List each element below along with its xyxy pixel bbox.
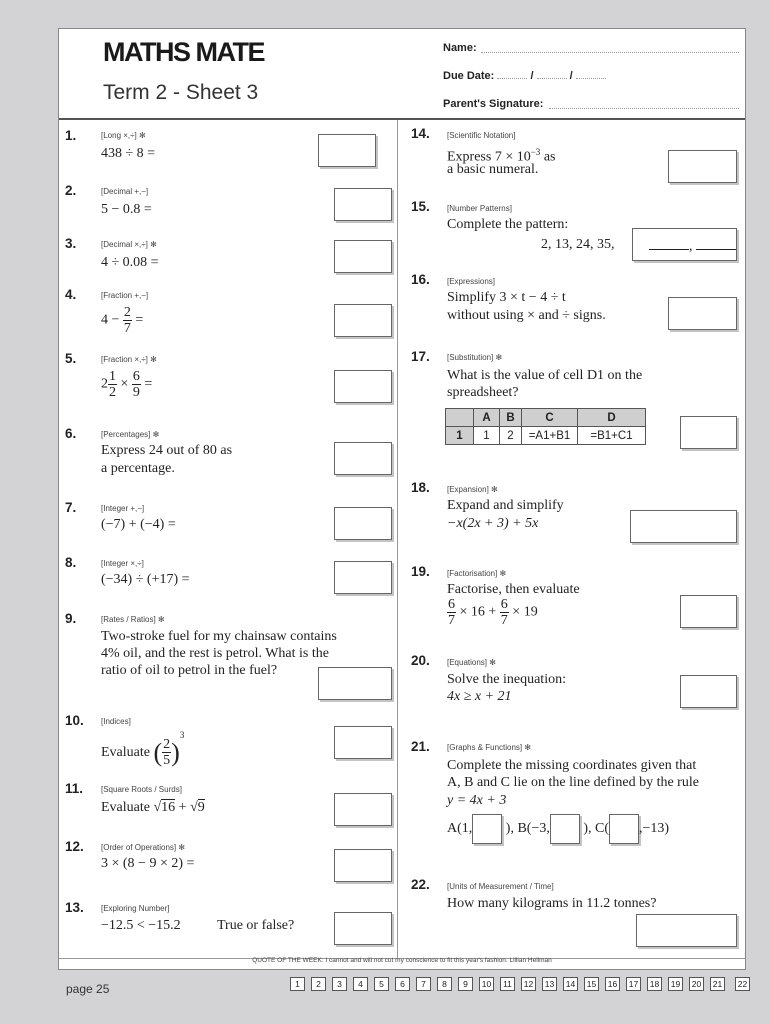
- question-topic: [Percentages] ✻: [101, 430, 160, 439]
- progress-box[interactable]: 17: [626, 977, 641, 991]
- answer-box[interactable]: [334, 304, 392, 337]
- question-number: 22.: [411, 877, 430, 892]
- column-divider: [397, 120, 398, 958]
- question-topic: [Order of Operations] ✻: [101, 843, 186, 852]
- progress-box[interactable]: 6: [395, 977, 410, 991]
- question-number: 13.: [65, 900, 84, 915]
- question-number: 9.: [65, 611, 77, 626]
- question-number: 19.: [411, 564, 430, 579]
- expression-part: =: [144, 376, 153, 392]
- question-text: (−7) + (−4) =: [101, 517, 176, 532]
- question-text-line: Expand and simplify: [447, 498, 564, 513]
- parent-signature-label: Parent's Signature:: [443, 98, 544, 110]
- question-topic: [Decimal +,−]: [101, 187, 149, 196]
- expression-part: Evaluate: [101, 800, 150, 815]
- question-text: [447, 597, 538, 628]
- coordinate-text: ,−13): [639, 821, 670, 837]
- numerator: 1: [109, 369, 116, 384]
- expression-part: as: [540, 149, 556, 165]
- answer-box[interactable]: [334, 188, 392, 221]
- quote-of-the-week: QUOTE OF THE WEEK: I cannot and will not cut my conscience to fit this year's fashion. Lillian Hellman: [252, 957, 552, 964]
- fraction: [123, 305, 132, 336]
- progress-box[interactable]: 22: [735, 977, 750, 991]
- question-number: 12.: [65, 839, 84, 854]
- progress-box[interactable]: 19: [668, 977, 683, 991]
- progress-box[interactable]: 2: [311, 977, 326, 991]
- question-number: 17.: [411, 349, 430, 364]
- coordinate-text: A(1,: [447, 821, 473, 837]
- denominator: 7: [448, 613, 455, 628]
- exponent: 3: [179, 730, 185, 740]
- answer-box[interactable]: [334, 561, 392, 594]
- progress-box[interactable]: 3: [332, 977, 347, 991]
- question-text: True or false?: [217, 918, 295, 933]
- question-number: 21.: [411, 739, 430, 754]
- numerator: 6: [132, 369, 140, 384]
- expression-part: × 19: [512, 604, 538, 620]
- progress-box[interactable]: 20: [689, 977, 704, 991]
- question-number: 11.: [65, 781, 84, 796]
- question-topic: [Equations] ✻: [447, 658, 496, 667]
- question-text: Evaluate ( $\frac{2}{5}$ )$^3$: [101, 730, 185, 769]
- question-number: 10.: [65, 713, 84, 728]
- question-text-line: Factorise, then evaluate: [447, 582, 580, 597]
- fraction: [132, 369, 141, 400]
- question-number: 18.: [411, 480, 430, 495]
- separator: ,: [689, 239, 693, 254]
- question-number: 4.: [65, 287, 77, 302]
- question-number: 15.: [411, 199, 430, 214]
- question-text-line: ratio of oil to petrol in the fuel?: [101, 663, 278, 678]
- expression-part: Express 7 × 10: [447, 149, 531, 165]
- numerator: 2: [163, 737, 171, 753]
- answer-box[interactable]: [630, 510, 737, 543]
- question-number: 6.: [65, 426, 77, 441]
- due-year-field[interactable]: [576, 78, 606, 79]
- numerator: 6: [448, 597, 455, 612]
- progress-box[interactable]: 7: [416, 977, 431, 991]
- progress-box[interactable]: 12: [521, 977, 536, 991]
- answer-blanks: [649, 236, 736, 256]
- progress-box[interactable]: 21: [710, 977, 725, 991]
- denominator: 2: [109, 385, 116, 400]
- question-text-line: How many kilograms in 11.2 tonnes?: [447, 896, 657, 911]
- progress-box[interactable]: 15: [584, 977, 599, 991]
- question-text-line: A, B and C lie on the line defined by the rule: [447, 775, 699, 790]
- question-topic: [Rates / Ratios] ✻: [101, 615, 165, 624]
- question-topic: [Factorisation] ✻: [447, 569, 507, 578]
- question-text-line: spreadsheet?: [447, 385, 519, 400]
- question-text: −12.5 < −15.2: [101, 918, 181, 933]
- numerator: 2: [123, 305, 131, 320]
- question-topic: [Units of Measurement / Time]: [447, 882, 554, 891]
- question-number: 1.: [65, 128, 77, 143]
- worksheet-subtitle: Term 2 - Sheet 3: [103, 81, 259, 104]
- question-text-line: a basic numeral.: [447, 162, 539, 177]
- answer-box[interactable]: [668, 297, 737, 330]
- question-number: 3.: [65, 236, 77, 251]
- spreadsheet-cell: =B1+C1: [578, 427, 646, 445]
- answer-box[interactable]: [668, 150, 737, 183]
- question-topic: [Substitution] ✻: [447, 353, 503, 362]
- question-text: 4 ÷ 0.08 =: [101, 255, 159, 270]
- answer-box[interactable]: [334, 726, 392, 759]
- question-text: 438 ÷ 8 =: [101, 146, 156, 161]
- due-separator: /: [530, 70, 534, 82]
- spreadsheet-header-row: [446, 409, 646, 427]
- answer-box[interactable]: [334, 240, 392, 273]
- question-topic: [Expressions]: [447, 277, 496, 286]
- question-topic: [Exploring Number]: [101, 904, 170, 913]
- operator: +: [178, 800, 187, 815]
- question-text-line: Express 24 out of 80 as: [101, 443, 233, 458]
- question-topic: [Graphs & Functions] ✻: [447, 743, 532, 752]
- question-text: (−34) ÷ (+17) =: [101, 572, 190, 587]
- worksheet-title: MATHS MATE: [103, 37, 264, 67]
- expression-part: =: [135, 312, 144, 328]
- due-date-text: Due Date:: [443, 70, 495, 82]
- fraction: [162, 737, 171, 768]
- question-topic: [Integer ×,÷]: [101, 559, 144, 568]
- question-topic: [Integer +,−]: [101, 504, 145, 513]
- question-number: 20.: [411, 653, 430, 668]
- answer-box[interactable]: [334, 442, 392, 475]
- answer-box[interactable]: [318, 667, 392, 700]
- question-topic: [Fraction ×,÷] ✻: [101, 355, 157, 364]
- due-month-field[interactable]: [537, 78, 567, 79]
- question-number: 2.: [65, 183, 77, 198]
- coordinate-answer-box[interactable]: [472, 814, 502, 844]
- expression-part: 4 −: [101, 312, 120, 328]
- coordinate-row: [447, 814, 669, 844]
- spreadsheet-table: [445, 408, 646, 445]
- question-text-line: Two-stroke fuel for my chainsaw contains: [101, 629, 337, 644]
- question-text-line: 4x ≥ x + 21: [447, 689, 512, 704]
- progress-box[interactable]: 5: [374, 977, 389, 991]
- progress-box[interactable]: 16: [605, 977, 620, 991]
- question-topic: [Expansion] ✻: [447, 485, 498, 494]
- question-number: 14.: [411, 126, 430, 141]
- question-text-line: Simplify 3 × t − 4 ÷ t: [447, 290, 566, 305]
- numerator: 6: [500, 597, 508, 612]
- coordinate-text: ), C(: [583, 821, 610, 837]
- answer-box[interactable]: [636, 914, 737, 947]
- progress-box[interactable]: 13: [542, 977, 557, 991]
- spreadsheet-cell: 2: [500, 427, 522, 445]
- header-divider: [59, 118, 745, 120]
- coordinate-text: ), B(−3,: [505, 821, 550, 837]
- question-topic: [Indices]: [101, 717, 131, 726]
- progress-box[interactable]: 18: [647, 977, 662, 991]
- column-header: D: [578, 409, 646, 427]
- question-text: [101, 369, 152, 400]
- expression-part: × 16 +: [459, 604, 497, 620]
- name-label: Name:: [443, 42, 477, 54]
- fraction: [447, 597, 456, 628]
- question-text: 3 × (8 − 9 × 2) =: [101, 856, 195, 871]
- question-topic: [Square Roots / Surds]: [101, 785, 182, 794]
- answer-box[interactable]: [334, 849, 392, 882]
- question-topic: [Long ×,÷] ✻: [101, 131, 146, 140]
- worksheet: [58, 28, 746, 970]
- answer-box[interactable]: [334, 507, 392, 540]
- radicand: 9: [197, 800, 205, 815]
- spreadsheet-cell: =A1+B1: [522, 427, 578, 445]
- question-text: 5 − 0.8 =: [101, 202, 152, 217]
- progress-box[interactable]: 11: [500, 977, 515, 991]
- question-text-line: 4% oil, and the rest is petrol. What is the: [101, 646, 329, 661]
- question-text-line: Complete the missing coordinates given that: [447, 758, 697, 773]
- question-text: Evaluate √16 + √9: [101, 800, 205, 815]
- fraction: [500, 597, 509, 628]
- question-number: 8.: [65, 555, 77, 570]
- due-separator: /: [569, 70, 573, 82]
- answer-box[interactable]: [334, 370, 392, 403]
- question-text-line: a percentage.: [101, 461, 175, 476]
- spreadsheet-cell: 1: [474, 427, 500, 445]
- exponent: −3: [530, 147, 541, 157]
- question-text: [101, 305, 143, 336]
- answer-box[interactable]: [680, 595, 737, 628]
- progress-box[interactable]: 8: [437, 977, 452, 991]
- denominator: 7: [500, 613, 508, 628]
- spreadsheet-corner: [446, 409, 474, 427]
- question-number: 5.: [65, 351, 77, 366]
- question-number: 16.: [411, 272, 430, 287]
- fraction: [108, 369, 117, 400]
- question-text-line: −x(2x + 3) + 5x: [447, 516, 539, 531]
- operator: ×: [120, 376, 129, 392]
- page-number: page 25: [66, 982, 110, 996]
- due-date-label: [443, 70, 606, 82]
- answer-box[interactable]: [680, 416, 737, 449]
- blank-line: [649, 236, 689, 250]
- expression-part: Evaluate: [101, 745, 150, 760]
- spreadsheet-row: [446, 427, 646, 445]
- name-field[interactable]: [481, 52, 739, 53]
- progress-box[interactable]: 4: [353, 977, 368, 991]
- question-text-line: Solve the inequation:: [447, 672, 566, 687]
- answer-box[interactable]: [318, 134, 376, 167]
- question-text-line: y = 4x + 3: [447, 793, 507, 808]
- progress-box[interactable]: 9: [458, 977, 473, 991]
- progress-box[interactable]: 1: [290, 977, 305, 991]
- question-text-line: without using × and ÷ signs.: [447, 308, 606, 323]
- progress-box[interactable]: 10: [479, 977, 494, 991]
- row-header: 1: [446, 427, 474, 445]
- column-header: A: [474, 409, 500, 427]
- question-text-line: Complete the pattern:: [447, 217, 569, 232]
- answer-box[interactable]: [334, 912, 392, 945]
- column-header: C: [522, 409, 578, 427]
- blank-line: [696, 236, 736, 250]
- progress-box[interactable]: 14: [563, 977, 578, 991]
- question-topic: [Decimal ×,÷] ✻: [101, 240, 157, 249]
- sequence: 2, 13, 24, 35,: [541, 237, 615, 252]
- coordinate-answer-box[interactable]: [550, 814, 580, 844]
- question-topic: [Scientific Notation]: [447, 131, 516, 140]
- whole-number: 2: [101, 376, 108, 392]
- answer-box[interactable]: [680, 675, 737, 708]
- parent-signature-field[interactable]: [549, 108, 739, 109]
- question-number: 7.: [65, 500, 77, 515]
- column-header: B: [500, 409, 522, 427]
- question-topic: [Number Patterns]: [447, 204, 512, 213]
- question-topic: [Fraction +,−]: [101, 291, 149, 300]
- denominator: 7: [123, 321, 131, 336]
- radicand: 16: [161, 800, 176, 815]
- coordinate-answer-box[interactable]: [609, 814, 639, 844]
- denominator: 5: [163, 753, 171, 769]
- question-text-line: What is the value of cell D1 on the: [447, 368, 643, 383]
- denominator: 9: [132, 385, 140, 400]
- due-day-field[interactable]: [497, 78, 527, 79]
- answer-box[interactable]: [334, 793, 392, 826]
